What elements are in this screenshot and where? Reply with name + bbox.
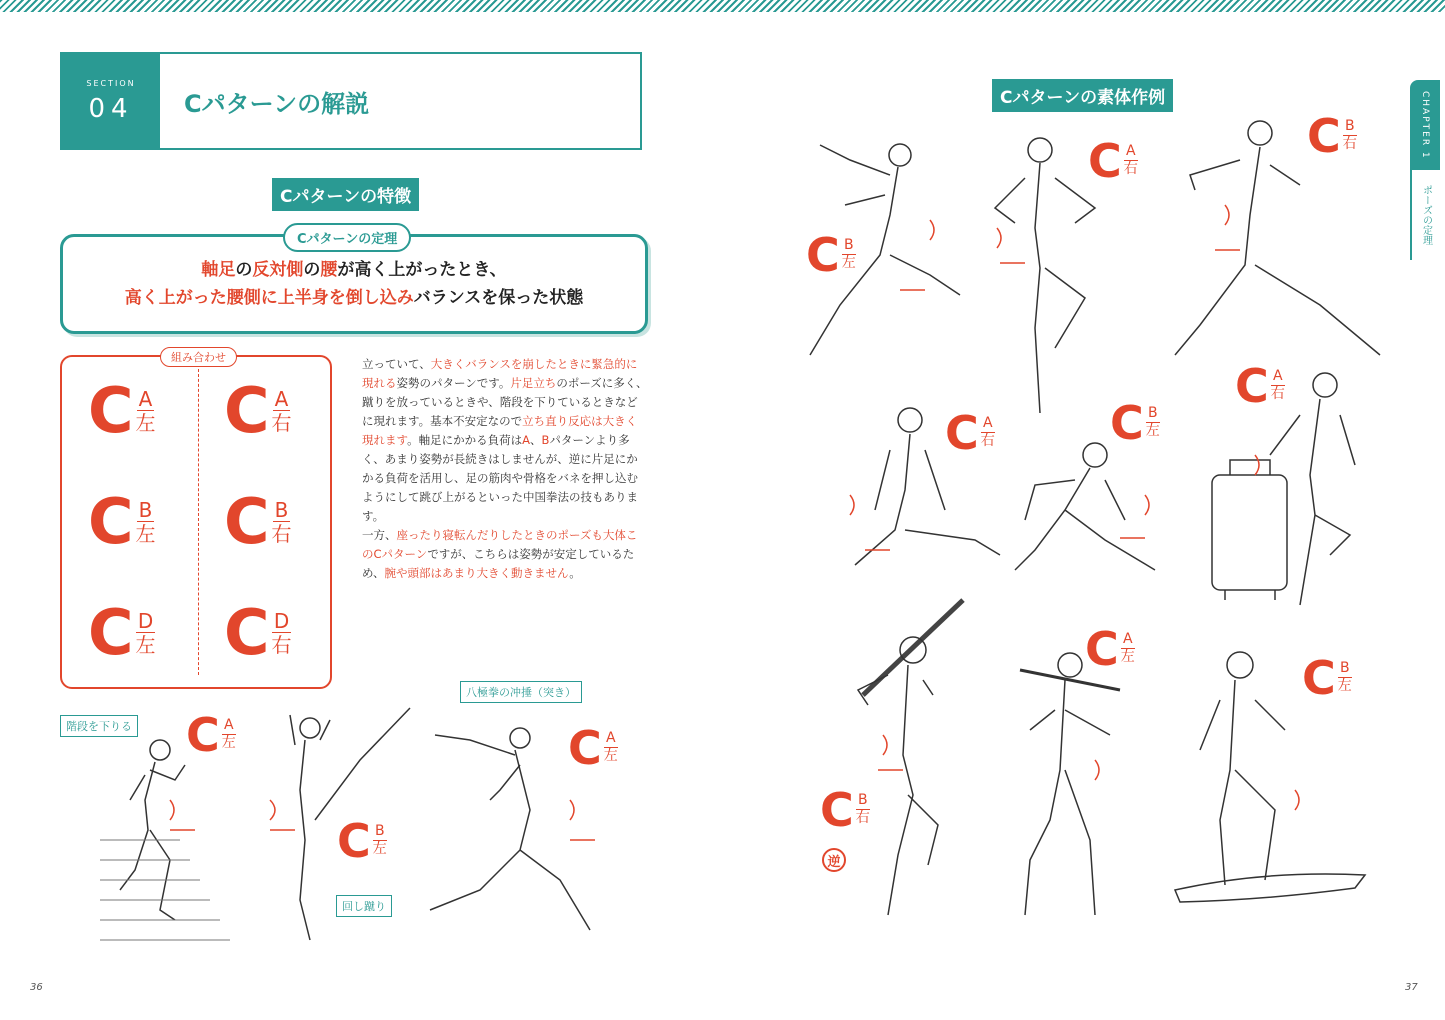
example-badge-5: C B 左 (1110, 396, 1160, 450)
combo-badge-cb-left: C B 左 (88, 485, 156, 558)
combo-badge-ca-left: C A 左 (88, 374, 156, 447)
section-number: 04 (88, 93, 134, 124)
combo-badge-cb-right: C B 右 (224, 485, 292, 558)
kick-badge: C B 左 (337, 814, 387, 868)
body-paragraph-1: 立っていて、大きくバランスを崩したときに緊急的に現れる姿勢のパターンです。片足立ちのポーズに多く、蹴りを放っているときや、階段を下りているときなどに現れます。基本不安定なので立ち直り反応は大きく現れます。軸足にかかる負荷はA、Bパターンより多く、あまり姿勢が長続きはしませんが、逆に片足にかかる負荷を活用し、足の筋肉や骨格をバネを押し込むようにして跳び上がるといった中国拳法の技もあります。 (362, 357, 648, 523)
stairs-figure-sketch (100, 720, 240, 945)
theorem-line-2: 高く上がった腰側に上半身を倒し込みバランスを保った状態 (124, 288, 584, 308)
theorem-tag: Cパターンの定理 (283, 223, 411, 252)
example-badge-6: C A 右 (1235, 359, 1285, 413)
example-figure-7 (838, 595, 978, 920)
chapter-title: ポーズの定理 (1410, 170, 1440, 260)
section-label: SECTION (86, 78, 136, 88)
page-number-left: 36 (30, 982, 43, 993)
example-badge-7: C B 右 (820, 783, 870, 837)
example-badge-9: C B 左 (1302, 651, 1352, 705)
example-figure-5 (1005, 430, 1175, 580)
example-figure-2 (985, 128, 1105, 418)
example-badge-1: C B 左 (806, 228, 856, 282)
combination-divider (198, 369, 199, 675)
stairs-tag: 階段を下りる (60, 715, 138, 737)
example-figure-3 (1170, 105, 1390, 360)
theorem-box (60, 234, 648, 334)
punch-tag: 八極拳の冲捶（突き） (460, 681, 582, 703)
reverse-mark: 逆 (822, 848, 846, 872)
chapter-label: CHAPTER 1 (1410, 80, 1440, 170)
combo-badge-cd-right: C D 右 (224, 596, 292, 669)
section-title: Cパターンの解説 (184, 89, 370, 118)
theorem-line-1: 軸足の反対側の腰が高く上がったとき、 (201, 260, 507, 280)
example-badge-8: C A 左 (1085, 622, 1135, 676)
punch-badge: C A 左 (568, 721, 618, 775)
section-header (60, 52, 642, 150)
top-stripe (0, 0, 1445, 12)
example-badge-2: C A 右 (1088, 134, 1138, 188)
combination-tag: 組み合わせ (160, 347, 237, 367)
example-figure-8 (1010, 640, 1130, 920)
combo-badge-ca-right: C A 右 (224, 374, 292, 447)
body-paragraph-2: 一方、座ったり寝転んだりしたときのポーズも大体このCパターンですが、こちらは姿勢が安定しているため、腕や頭部はあまり大きく動きません。 (362, 528, 638, 580)
example-figure-6 (1200, 359, 1370, 615)
page-number-right: 37 (1405, 982, 1418, 993)
chapter-tab (1410, 80, 1440, 260)
features-title: Cパターンの特徴 (272, 178, 419, 211)
example-badge-4: C A 右 (945, 406, 995, 460)
kick-tag: 回し蹴り (336, 895, 392, 917)
stairs-badge: C A 左 (186, 708, 236, 762)
section-number-box (62, 54, 160, 148)
example-badge-3: C B 右 (1307, 109, 1357, 163)
combo-badge-cd-left: C D 左 (88, 596, 156, 669)
examples-title: Cパターンの素体作例 (992, 79, 1173, 112)
body-text (362, 355, 648, 583)
